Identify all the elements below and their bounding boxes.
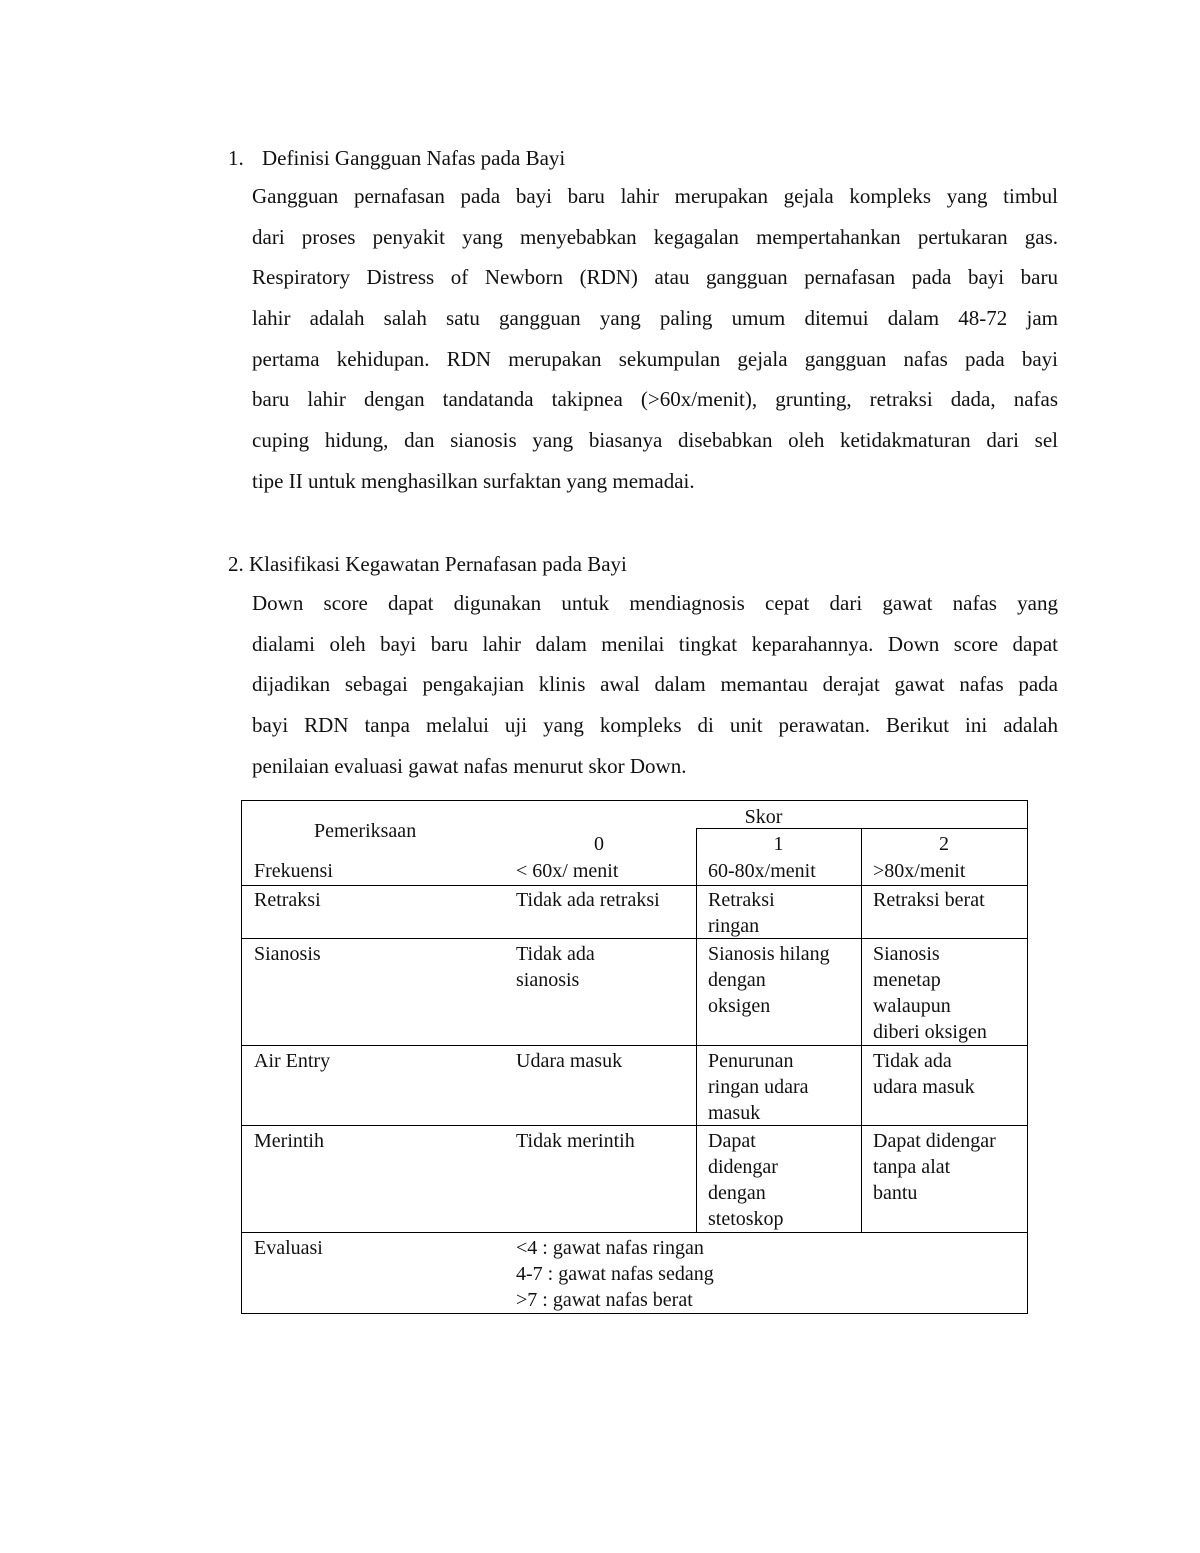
cell-text: didengar xyxy=(708,1156,778,1178)
retraksi-score-2 xyxy=(861,887,1027,913)
sianosis-score-1 xyxy=(696,941,861,1019)
paragraph-line: Down score dapat digunakan untuk mendiagnosis cepat dari gawat nafas yang xyxy=(252,591,1058,615)
row-label-frekuensi: Frekuensi xyxy=(254,860,333,882)
merintih-score-0 xyxy=(504,1128,696,1154)
cell-text: tanpa alat xyxy=(873,1156,951,1178)
air-entry-score-1 xyxy=(696,1048,861,1126)
evaluasi-ranges xyxy=(504,1235,1004,1313)
section-1-number: 1. xyxy=(228,146,244,170)
header-pemeriksaan: Pemeriksaan xyxy=(314,820,417,842)
sianosis-score-2 xyxy=(861,941,1027,1045)
paragraph-line: lahir adalah salah satu gangguan yang paling umum ditemui dalam 48-72 jam xyxy=(252,306,1058,331)
cell-text: dengan xyxy=(708,1182,766,1204)
retraksi-score-0 xyxy=(504,887,696,913)
cell-text: Dapat didengar xyxy=(873,1130,996,1152)
merintih-score-2 xyxy=(861,1128,1027,1206)
row-label-air-entry: Air Entry xyxy=(254,1050,331,1072)
cell-text: <4 : gawat nafas ringan xyxy=(516,1237,704,1259)
section-2-paragraph xyxy=(252,583,1058,786)
paragraph-line: penilaian evaluasi gawat nafas menurut skor Down. xyxy=(252,753,687,778)
cell-text: walaupun xyxy=(873,995,951,1017)
header-score-0: 0 xyxy=(594,833,604,855)
paragraph-line: Respiratory Distress of Newborn (RDN) atau gangguan pernafasan pada bayi baru xyxy=(252,265,1058,290)
retraksi-score-1 xyxy=(696,887,861,939)
cell-text: Dapat xyxy=(708,1130,756,1152)
cell-text: sianosis xyxy=(516,969,580,991)
cell-text: 60-80x/menit xyxy=(708,860,816,882)
cell-text: Tidak ada retraksi xyxy=(516,889,660,911)
row-label-merintih: Merintih xyxy=(254,1130,324,1152)
cell-text: ringan xyxy=(708,915,760,937)
cell-text: masuk xyxy=(708,1102,761,1124)
frekuensi-score-2 xyxy=(861,858,1027,884)
cell-text: Sianosis xyxy=(873,943,940,965)
cell-text: >7 : gawat nafas berat xyxy=(516,1289,693,1311)
table-divider xyxy=(242,1125,1027,1126)
air-entry-score-2 xyxy=(861,1048,1027,1100)
paragraph-line: dari proses penyakit yang menyebabkan kegagalan mempertahankan pertukaran gas. xyxy=(252,224,1058,249)
cell-text: menetap xyxy=(873,969,941,991)
sianosis-score-0 xyxy=(504,941,696,993)
paragraph-line: Gangguan pernafasan pada bayi baru lahir merupakan gejala kompleks yang timbul xyxy=(252,184,1058,208)
paragraph-line: cuping hidung, dan sianosis yang biasanya disebabkan oleh ketidakmaturan dari sel xyxy=(252,428,1058,453)
header-skor: Skor xyxy=(744,806,783,828)
section-2-title: 2. Klasifikasi Kegawatan Pernafasan pada Bayi xyxy=(228,552,627,576)
cell-text: Tidak merintih xyxy=(516,1130,635,1152)
cell-text: Tidak ada xyxy=(873,1050,952,1072)
row-label-retraksi: Retraksi xyxy=(254,889,321,911)
cell-text: Udara masuk xyxy=(516,1050,623,1072)
paragraph-line: dialami oleh bayi baru lahir dalam menilai tingkat keparahannya. Down score dapat xyxy=(252,631,1058,656)
cell-text: stetoskop xyxy=(708,1208,784,1230)
header-score-2: 2 xyxy=(939,833,949,855)
paragraph-line: tipe II untuk menghasilkan surfaktan yang memadai. xyxy=(252,468,695,493)
table-divider xyxy=(242,885,1027,886)
section-1-heading xyxy=(228,145,565,171)
paragraph-line: pertama kehidupan. RDN merupakan sekumpulan gejala gangguan nafas pada bayi xyxy=(252,346,1058,371)
cell-text: Sianosis hilang xyxy=(708,943,830,965)
frekuensi-score-0 xyxy=(504,858,696,884)
down-score-table xyxy=(241,800,1028,1314)
cell-text: diberi oksigen xyxy=(873,1021,987,1043)
section-2-heading xyxy=(228,551,627,577)
cell-text: dengan xyxy=(708,969,766,991)
cell-text: Retraksi xyxy=(708,889,775,911)
paragraph-line: dijadikan sebagai pengakajian klinis awal dalam memantau derajat gawat nafas pada xyxy=(252,672,1058,697)
section-1-paragraph xyxy=(252,176,1058,502)
cell-text: Retraksi berat xyxy=(873,889,985,911)
cell-text: oksigen xyxy=(708,995,771,1017)
cell-text: ringan udara xyxy=(708,1076,809,1098)
paragraph-line: baru lahir dengan tandatanda takipnea (>60x/menit), grunting, retraksi dada, nafas xyxy=(252,387,1058,412)
table-divider xyxy=(242,1232,1027,1233)
cell-text: Penurunan xyxy=(708,1050,794,1072)
cell-text: 4-7 : gawat nafas sedang xyxy=(516,1263,714,1285)
cell-text: < 60x/ menit xyxy=(516,860,619,882)
row-label-sianosis: Sianosis xyxy=(254,943,321,965)
section-1-title: Definisi Gangguan Nafas pada Bayi xyxy=(262,146,566,170)
cell-text: udara masuk xyxy=(873,1076,975,1098)
cell-text: Tidak ada xyxy=(516,943,595,965)
table-divider xyxy=(242,1045,1027,1046)
air-entry-score-0 xyxy=(504,1048,696,1074)
frekuensi-score-1 xyxy=(696,858,861,884)
table-divider xyxy=(242,938,1027,939)
cell-text: >80x/menit xyxy=(873,860,966,882)
cell-text: bantu xyxy=(873,1182,918,1204)
header-score-1: 1 xyxy=(773,833,784,855)
paragraph-line: bayi RDN tanpa melalui uji yang kompleks di unit perawatan. Berikut ini adalah xyxy=(252,713,1058,738)
merintih-score-1 xyxy=(696,1128,861,1232)
row-label-evaluasi: Evaluasi xyxy=(254,1237,323,1259)
